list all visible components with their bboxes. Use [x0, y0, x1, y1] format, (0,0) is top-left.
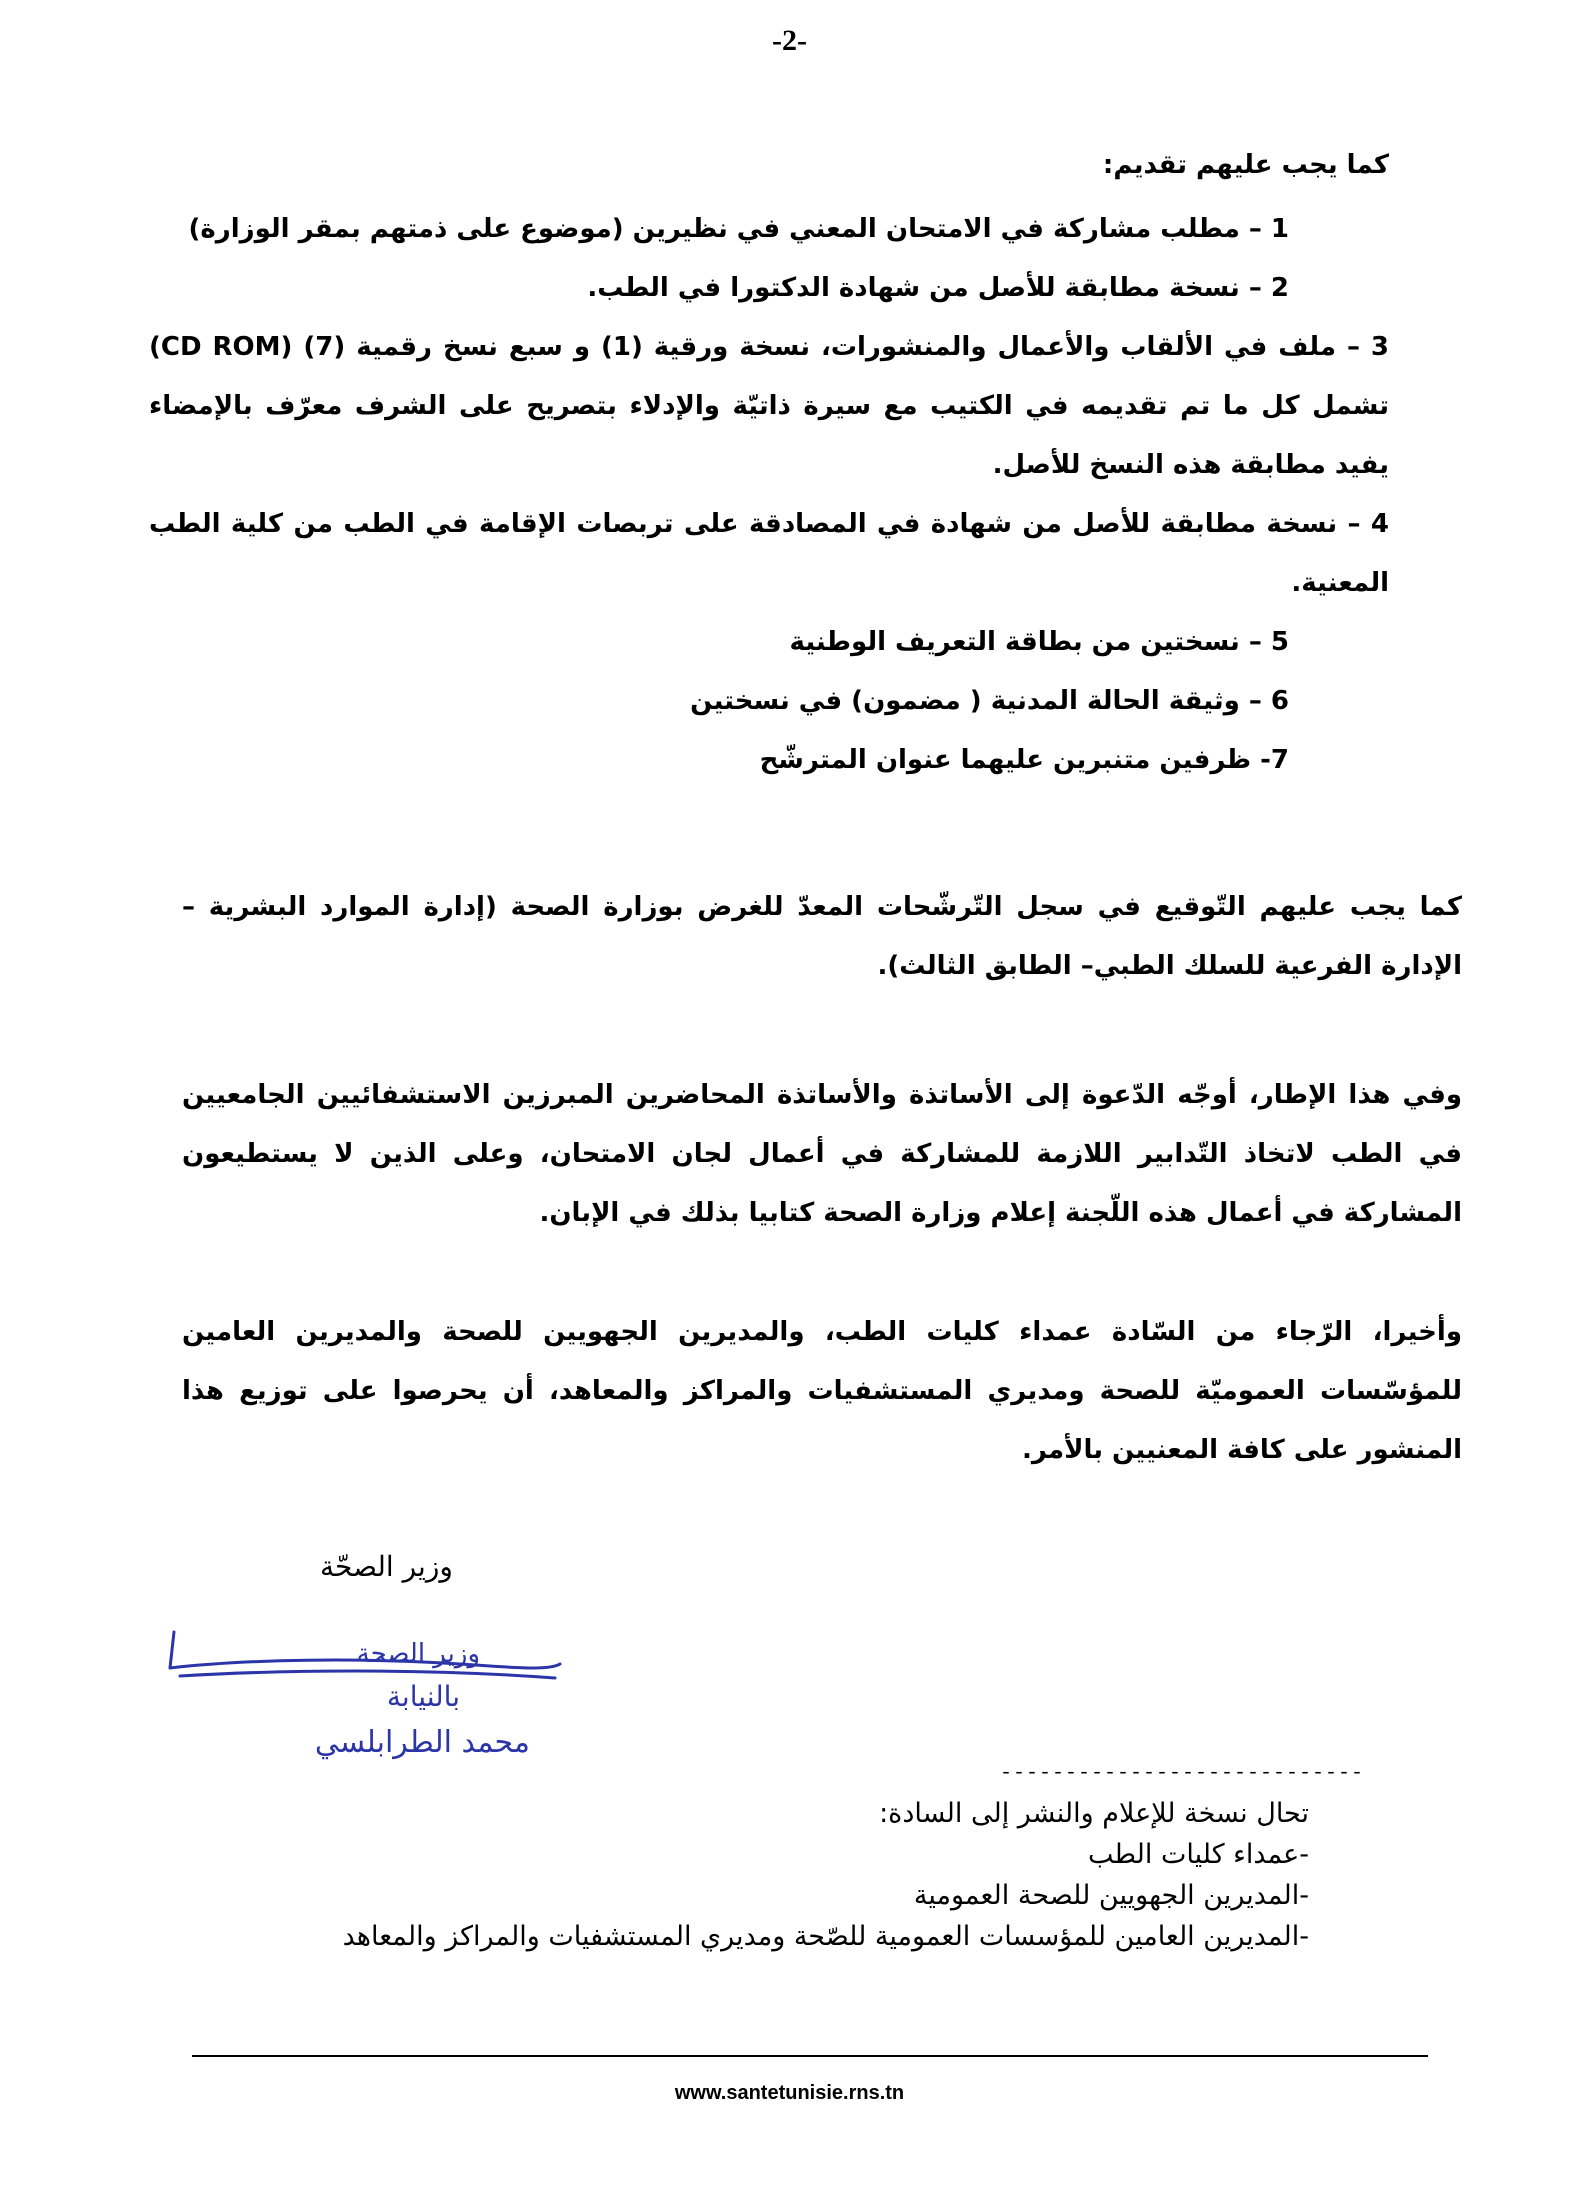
page-number: -2-: [772, 24, 807, 57]
footer-url: www.santetunisie.rns.tn: [674, 2082, 905, 2104]
stamp-line-1: وزير الصحة: [356, 1639, 480, 1669]
signature-stamp: [160, 1620, 580, 1770]
stamp-line-2: بالنيابة: [386, 1680, 460, 1713]
requirement-item-4: 4 – نسخة مطابقة للأصل من شهادة في المصادقة على تربصات الإقامة في الطب من كلية الطب المعنية.: [149, 509, 1389, 598]
separator-dashes: ----------------------------: [1000, 1762, 1365, 1785]
signature-stroke: [180, 1671, 555, 1678]
signature-stroke: [170, 1632, 174, 1668]
distribution-recipient: -عمداء كليات الطب: [1088, 1839, 1309, 1870]
footer-divider: [192, 2055, 1428, 2057]
closing-paragraph: وأخيرا، الرّجاء من السّادة عمداء كليات الطب، والمديرين الجهويين للصحة والمديرين العامين للمؤسّسات العموميّة للصحة ومديري المستشفيات والمراكز والمعاهد، أن يحرصوا على توزيع هذا المنشور على كافة المعنيين بالأمر.: [182, 1317, 1462, 1465]
requirement-item-1: 1 – مطلب مشاركة في الامتحان المعني في نظيرين (موضوع على ذمتهم بمقر الوزارة): [188, 214, 1289, 244]
requirement-item-7: 7- ظرفين متنبرين عليهما عنوان المترشّح: [759, 745, 1289, 775]
distribution-list: [209, 1793, 1309, 1957]
distribution-header: تحال نسخة للإعلام والنشر إلى السادة:: [879, 1798, 1309, 1829]
registration-paragraph: كما يجب عليهم التّوقيع في سجل التّرشّحات المعدّ للغرض بوزارة الصحة (إدارة الموارد البشرية – الإدارة الفرعية للسلك الطبي– الطابق الثالث).: [182, 892, 1462, 981]
requirements-list: [149, 200, 1390, 790]
distribution-recipient: -المديرين العامين للمؤسسات العمومية للصّحة ومديري المستشفيات والمراكز والمعاهد: [342, 1921, 1309, 1952]
requirement-item-2: 2 – نسخة مطابقة للأصل من شهادة الدكتورا في الطب.: [587, 273, 1289, 303]
signer-title: وزير الصحّة: [320, 1550, 453, 1583]
requirement-item-3: 3 – ملف في الألقاب والأعمال والمنشورات، نسخة ورقية (1) و سبع نسخ رقمية (7) (CD ROM) تشمل كل ما تم تقديمه في الكتيب مع سيرة ذاتيّة والإدلاء بتصريح على الشرف معرّف بالإمضاء يفيد مطابقة هذه النسخ للأصل.: [149, 332, 1390, 480]
distribution-recipient: -المديرين الجهويين للصحة العمومية: [913, 1880, 1309, 1911]
invitation-paragraph: وفي هذا الإطار، أوجّه الدّعوة إلى الأساتذة والأساتذة المحاضرين المبرزين الاستشفائيين الجامعيين في الطب لاتخاذ التّدابير اللازمة للمشاركة في أعمال لجان الامتحان، وعلى الذين لا يستطيعون المشاركة في أعمال هذه اللّجنة إعلام وزارة الصحة كتابيا بذلك في الإبان.: [182, 1080, 1462, 1228]
requirement-item-5: 5 – نسختين من بطاقة التعريف الوطنية: [789, 627, 1289, 657]
stamp-name: محمد الطرابلسي: [314, 1725, 530, 1760]
requirements-intro: كما يجب عليهم تقديم:: [1102, 150, 1389, 180]
requirement-item-6: 6 – وثيقة الحالة المدنية ( مضمون) في نسختين: [690, 686, 1289, 716]
